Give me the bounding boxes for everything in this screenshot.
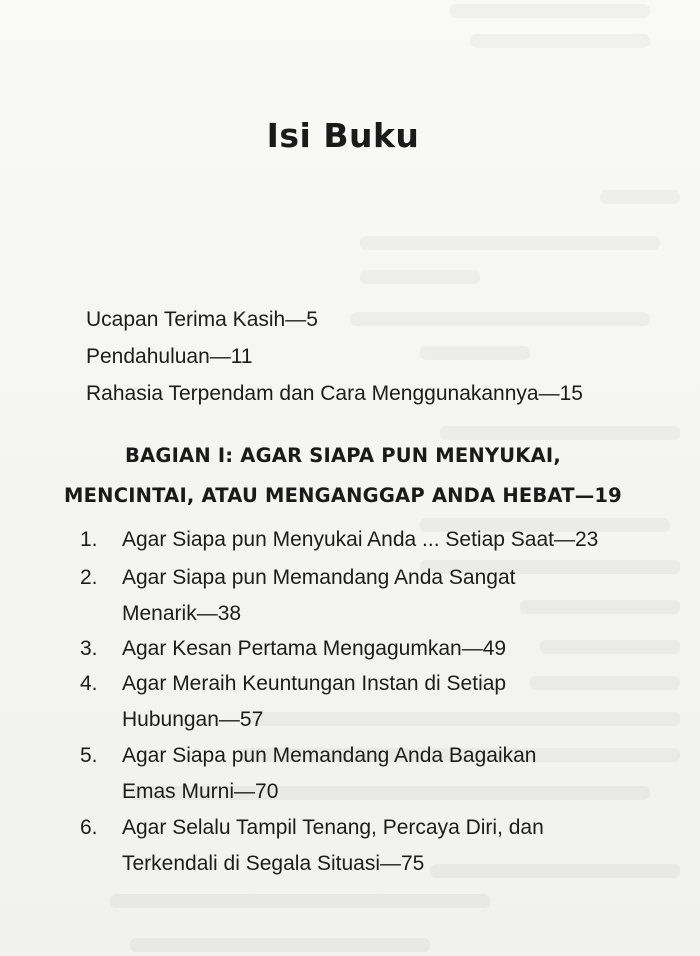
chapter-title: Agar Selalu Tampil Tenang, Percaya Diri, dan bbox=[122, 816, 544, 839]
chapter-title: Agar Kesan Pertama Mengagumkan—49 bbox=[122, 637, 507, 660]
chapter-title-continued: Emas Murni—70 bbox=[122, 780, 279, 803]
toc-entry-acknowledgements: Ucapan Terima Kasih—5 bbox=[86, 308, 318, 331]
chapter-number: 3. bbox=[80, 637, 98, 660]
chapter-title: Agar Siapa pun Memandang Anda Sangat bbox=[122, 566, 516, 589]
toc-entry-hidden-secret: Rahasia Terpendam dan Cara Menggunakannya—15 bbox=[86, 382, 583, 405]
chapter-title: Agar Siapa pun Menyukai Anda ... Setiap Saat—23 bbox=[122, 528, 599, 551]
chapter-number: 5. bbox=[80, 744, 98, 767]
chapter-number: 6. bbox=[80, 816, 98, 839]
chapter-number: 1. bbox=[80, 528, 98, 551]
chapter-title: Agar Meraih Keuntungan Instan di Setiap bbox=[122, 672, 507, 695]
part-heading-line2: MENCINTAI, ATAU MENGANGGAP ANDA HEBAT—19 bbox=[64, 484, 622, 507]
chapter-title-continued: Menarik—38 bbox=[122, 602, 242, 625]
chapter-number: 2. bbox=[80, 566, 98, 589]
chapter-number: 4. bbox=[80, 672, 98, 695]
page-title: Isi Buku bbox=[266, 116, 420, 155]
chapter-title-continued: Hubungan—57 bbox=[122, 708, 264, 731]
part-heading-line1: BAGIAN I: AGAR SIAPA PUN MENYUKAI, bbox=[125, 444, 561, 467]
toc-entry-introduction: Pendahuluan—11 bbox=[86, 345, 253, 368]
chapter-title: Agar Siapa pun Memandang Anda Bagaikan bbox=[122, 744, 537, 767]
chapter-title-continued: Terkendali di Segala Situasi—75 bbox=[122, 852, 425, 875]
